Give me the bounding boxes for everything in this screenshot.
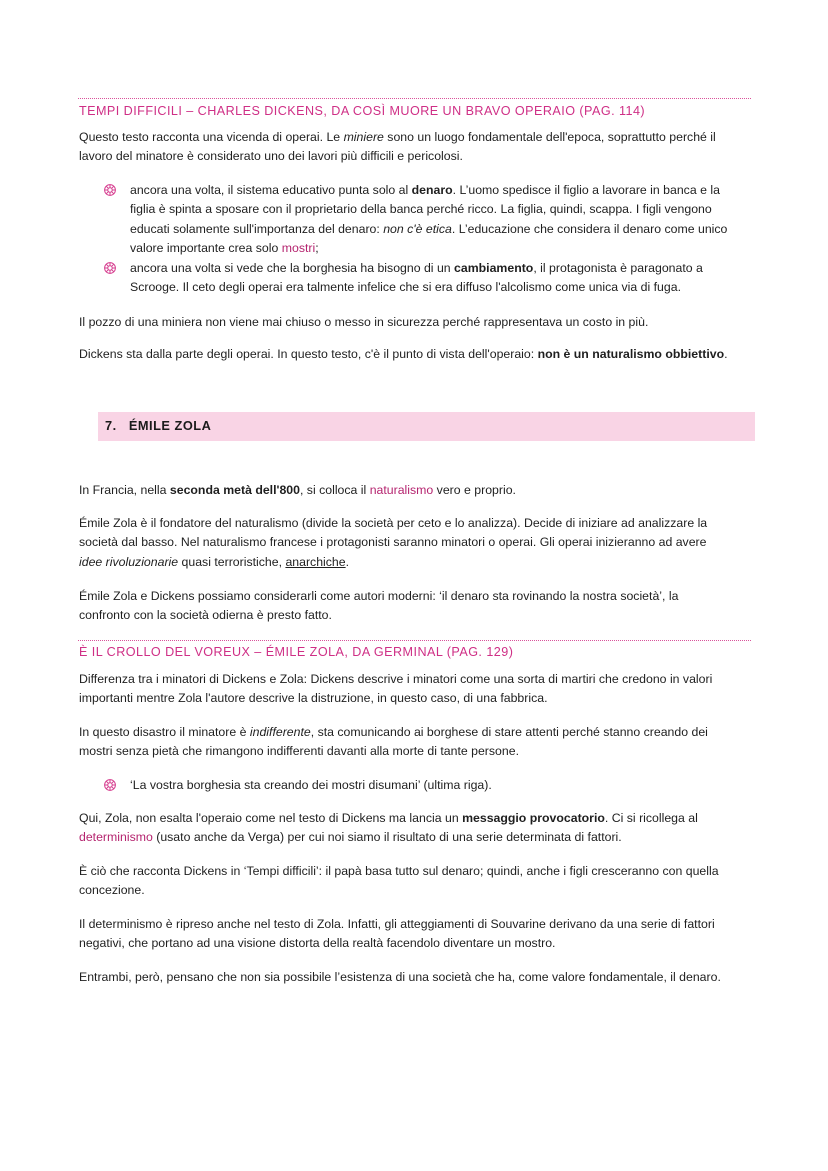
text-line: Émile Zola è il fondatore del naturalismo (divide la società per ceto e lo analizza). Decide di iniziare ad analizzare la: [79, 516, 708, 530]
chapter-name: ÉMILE ZOLA: [128, 418, 212, 433]
highlighted-term: mostri: [281, 241, 316, 256]
text-line: società dal basso. Nel naturalismo francese i protagonisti saranno minatori o operai. Gli operai inizieranno ad avere: [79, 535, 707, 550]
text-run: . L’uomo spedisce il figlio a lavorare in banca e la: [452, 183, 720, 197]
text-run: Questo testo racconta una vicenda di operai. Le: [79, 130, 344, 144]
text-run: , si colloca il: [299, 483, 370, 497]
paragraph: [79, 587, 759, 626]
text-run: valore importante crea solo: [130, 241, 282, 256]
text-run: ancora una volta, il sistema educativo punta solo al: [130, 183, 412, 197]
text-run: (usato anche da Verga) per cui noi siamo il risultato di una serie determinata di fattori.: [152, 830, 622, 845]
text-run: . Ci si ricollega al: [604, 811, 698, 825]
underlined-text: anarchiche: [285, 554, 346, 569]
paragraph: Entrambi, però, pensano che non sia possibile l’esistenza di una società che ha, come valore fondamentale, il denaro.: [79, 970, 721, 984]
section-heading-germinal: È IL CROLLO DEL VOREUX – ÉMILE ZOLA, DA GERMINAL (PAG. 129): [79, 645, 514, 659]
text-run: .: [724, 347, 728, 361]
text-run: ancora una volta si vede che la borghesia ha bisogno di un: [130, 261, 455, 275]
highlighted-term: naturalismo: [369, 483, 434, 497]
text-run: vero e proprio.: [433, 483, 516, 497]
bold-text: denaro: [411, 183, 453, 197]
flower-bullet-icon: [103, 261, 117, 275]
text-line: concezione.: [79, 883, 145, 898]
text-line: figlia è spinta a sposare con il proprietario della banca perché ricco. La figlia, quindi, scappa. I figli vengono: [130, 202, 712, 217]
bold-text: non è un naturalismo obbiettivo: [537, 347, 725, 361]
text-run: In questo disastro il minatore è: [79, 725, 250, 739]
list-item-text: [130, 181, 760, 259]
text-run: Dickens sta dalla parte degli operai. In questo testo, c'è il punto di vista dell'operaio:: [79, 347, 538, 361]
paragraph: [79, 345, 759, 364]
text-run: .: [345, 554, 350, 569]
italic-text: idee rivoluzionarie: [79, 554, 179, 569]
paragraph: [79, 723, 759, 762]
text-line: Il determinismo è ripreso anche nel testo di Zola. Infatti, gli atteggiamenti di Souvarine derivano da una serie di fattori: [79, 917, 715, 931]
text-line: mostri senza pietà che rimangono indifferenti davanti alla morte di tante persone.: [79, 744, 519, 759]
text-run: ;: [315, 241, 319, 256]
italic-text: miniere: [343, 130, 384, 144]
bold-text: cambiamento: [454, 261, 534, 275]
highlighted-term: determinismo: [79, 830, 153, 845]
italic-text: indifferente: [249, 725, 311, 739]
section-divider: [78, 98, 751, 99]
paragraph: [79, 670, 759, 709]
text-run: quasi terroristiche,: [178, 554, 286, 569]
chapter-title: [105, 418, 211, 433]
text-line: negativi, che portano ad una visione distorta della realtà facendolo diventare un mostro.: [79, 936, 556, 951]
list-item-text: [130, 259, 760, 298]
flower-bullet-icon: [103, 778, 117, 792]
text-run: . L’educazione che considera il denaro come unico: [451, 221, 728, 236]
text-run: educati solamente sull'importanza del denaro:: [130, 221, 384, 236]
italic-text: non c'è etica: [383, 221, 452, 236]
flower-bullet-icon: [103, 183, 117, 197]
text-run: sono un luogo fondamentale dell'epoca, soprattutto perché il: [383, 130, 716, 144]
text-run: In Francia, nella: [79, 483, 170, 497]
paragraph: [79, 514, 759, 572]
paragraph: [79, 809, 759, 848]
text-run: Qui, Zola, non esalta l'operaio come nel testo di Dickens ma lancia un: [79, 811, 463, 825]
chapter-number: 7.: [105, 418, 117, 433]
section-divider: [78, 640, 751, 641]
bold-text: messaggio provocatorio: [462, 811, 605, 825]
text-line: confronto con la società odierna è presto fatto.: [79, 608, 332, 623]
paragraph: [79, 862, 759, 901]
list-item-text: ‘La vostra borghesia sta creando dei mostri disumani’ (ultima riga).: [130, 778, 492, 792]
text-line: È ciò che racconta Dickens in ‘Tempi difficili’: il papà basa tutto sul denaro; quindi, anche i figli cresceranno con quella: [79, 864, 719, 878]
text-line: importanti mentre Zola l'autore descrive la distruzione, in questo caso, di una fabbrica.: [79, 691, 548, 706]
text-run: , il protagonista è paragonato a: [533, 261, 703, 275]
paragraph: Il pozzo di una miniera non viene mai chiuso o messo in sicurezza perché rappresentava un costo in più.: [79, 315, 649, 329]
text-line: Émile Zola e Dickens possiamo considerarli come autori moderni: ‘il denaro sta rovinando la nostra società’, la: [79, 589, 679, 603]
section-heading-tempi-difficili: TEMPI DIFFICILI – CHARLES DICKENS, DA COSÌ MUORE UN BRAVO OPERAIO (PAG. 114): [79, 104, 646, 118]
text-line: lavoro del minatore è considerato uno dei lavori più difficili e pericolosi.: [79, 149, 463, 164]
text-line: Differenza tra i minatori di Dickens e Zola: Dickens descrive i minatori come una sorta di martiri che credono in valori: [79, 672, 713, 686]
paragraph: [79, 128, 759, 167]
paragraph: [79, 915, 759, 954]
text-line: Scrooge. Il ceto degli operai era talmente infelice che si era diffuso l'alcolismo come unica via di fuga.: [130, 280, 681, 295]
chapter-heading-box: [98, 412, 755, 441]
paragraph: [79, 481, 759, 500]
bold-text: seconda metà dell'800: [169, 483, 300, 497]
text-run: , sta comunicando ai borghese di stare attenti perché stanno creando dei: [310, 725, 708, 739]
